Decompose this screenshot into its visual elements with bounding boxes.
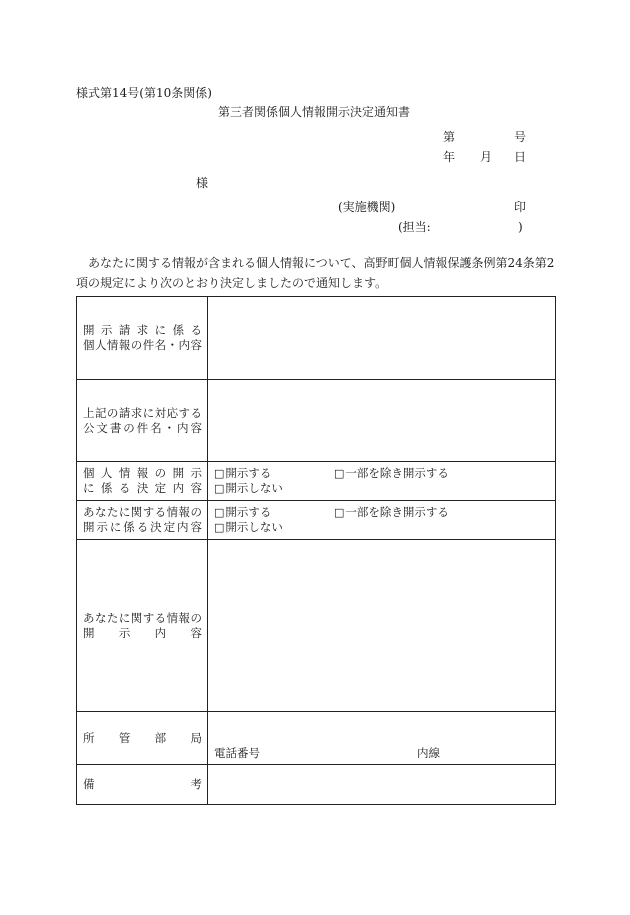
label-line: 個人情報の開示 (83, 466, 202, 480)
intro-line-2: 項の規定により次のとおり決定しましたので通知します。 (76, 276, 388, 290)
decision-form-table (76, 296, 556, 805)
checkbox-icon[interactable]: □ (214, 482, 225, 495)
option-partial[interactable] (334, 466, 449, 481)
date-month: 月 (480, 150, 493, 164)
number-suffix: 号 (514, 130, 527, 144)
option-partial[interactable] (334, 505, 449, 520)
addressee-suffix: 様 (196, 176, 209, 190)
seal-mark: 印 (514, 200, 527, 214)
option-label: 開示する (225, 466, 272, 480)
document-title: 第三者関係個人情報開示決定通知書 (218, 105, 411, 119)
option-label: 開示しない (225, 520, 283, 534)
row-disclosure-content (77, 540, 556, 712)
contact-open: (担当: (398, 220, 431, 234)
label-line: 個人情報の件名・内容 (83, 338, 202, 352)
label-line: 上記の請求に対応する (83, 405, 202, 420)
option-label: 一部を除き開示する (345, 505, 449, 519)
label-remarks (77, 765, 208, 805)
label-disclosure-content (77, 540, 208, 712)
extension-label: 内線 (417, 746, 440, 760)
label-line: あなたに関する情報の (83, 610, 202, 625)
options-your-info-decision (208, 501, 556, 540)
checkbox-icon[interactable]: □ (334, 506, 345, 519)
contact-close: ) (518, 220, 523, 234)
label-line: 開示に係る決定内容 (83, 520, 202, 534)
row-personal-decision (77, 462, 556, 501)
label-line: 公文書の件名・内容 (83, 420, 202, 435)
row-request-subject (77, 297, 556, 380)
agency-label: (実施機関) (338, 200, 396, 214)
option-label: 一部を除き開示する (345, 466, 449, 480)
label-line: 所管部局 (83, 730, 202, 745)
label-your-info-decision (77, 501, 208, 540)
option-disclose[interactable] (214, 505, 334, 520)
value-request-subject[interactable] (208, 297, 556, 380)
date-day: 日 (514, 150, 527, 164)
label-department (77, 712, 208, 765)
label-line: 開示請求に係る (83, 323, 202, 337)
date-year: 年 (443, 150, 456, 164)
options-personal-decision (208, 462, 556, 501)
label-document-subject (77, 380, 208, 462)
label-line: に係る決定内容 (83, 481, 202, 495)
checkbox-icon[interactable]: □ (334, 467, 345, 480)
value-disclosure-content[interactable] (208, 540, 556, 712)
label-personal-decision (77, 462, 208, 501)
row-remarks (77, 765, 556, 805)
checkbox-icon[interactable]: □ (214, 506, 225, 519)
label-line: 備考 (83, 777, 202, 791)
label-request-subject (77, 297, 208, 380)
intro-line-1: あなたに関する情報が含まれる個人情報について、高野町個人情報保護条例第24条第2 (88, 256, 555, 270)
phone-label: 電話番号 (214, 746, 260, 760)
value-department[interactable] (208, 712, 556, 765)
option-not-disclose[interactable] (214, 520, 283, 535)
value-remarks[interactable] (208, 765, 556, 805)
form-number: 様式第14号(第10条関係) (76, 86, 212, 100)
row-document-subject (77, 380, 556, 462)
label-line: あなたに関する情報の (83, 505, 202, 519)
option-not-disclose[interactable] (214, 481, 283, 496)
row-your-info-decision (77, 501, 556, 540)
option-label: 開示しない (225, 481, 283, 495)
label-line: 開示内容 (83, 625, 202, 640)
number-prefix: 第 (443, 130, 456, 144)
option-label: 開示する (225, 505, 272, 519)
checkbox-icon[interactable]: □ (214, 467, 225, 480)
value-document-subject[interactable] (208, 380, 556, 462)
row-department (77, 712, 556, 765)
checkbox-icon[interactable]: □ (214, 521, 225, 534)
option-disclose[interactable] (214, 466, 334, 481)
